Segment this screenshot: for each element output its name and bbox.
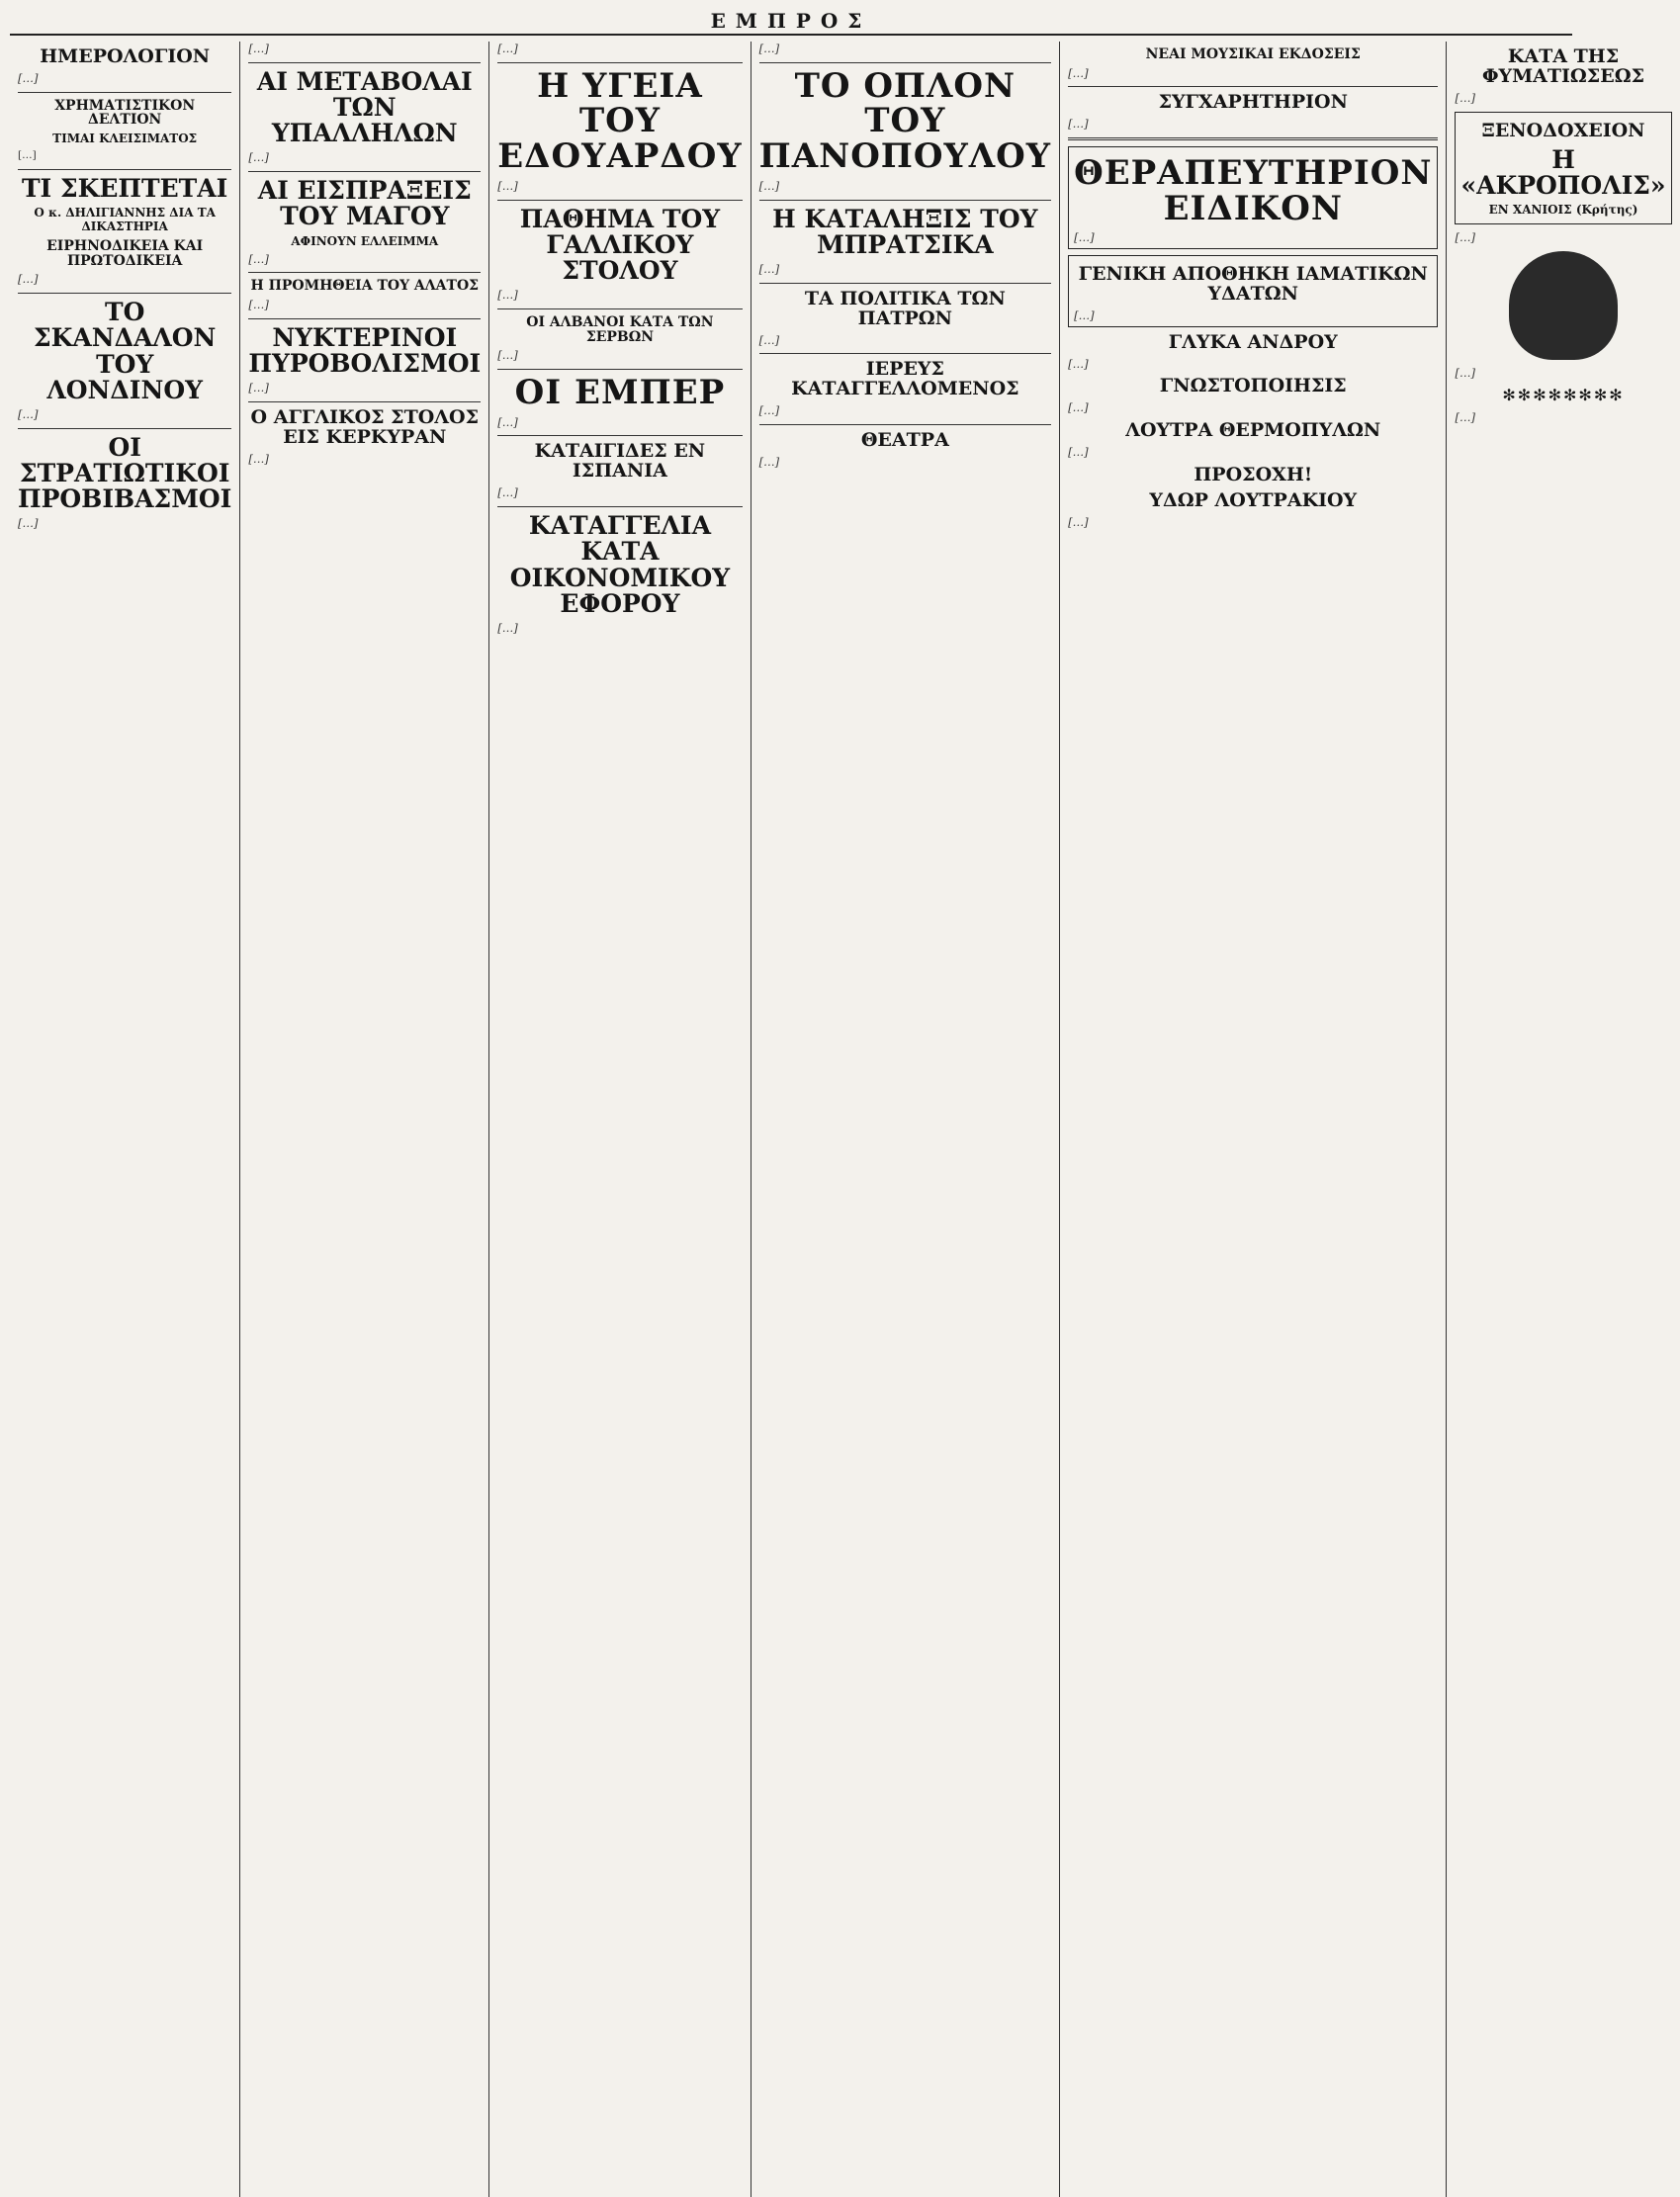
headline: ΓΝΩΣΤΟΠΟΙΗΣΙΣ <box>1159 375 1347 397</box>
article-body: […] <box>497 485 518 500</box>
headline: ΓΛΥΚΑ ΑΝΔΡΟΥ <box>1168 330 1338 353</box>
subheadline: ΕΝ ΧΑΝΙΟΙΣ (Κρήτης) <box>1488 203 1638 218</box>
article-body: […] <box>497 621 518 636</box>
headline: ΓΕΝΙΚΗ ΑΠΟΘΗΚΗ ΙΑΜΑΤΙΚΩΝ ΥΔΑΤΩΝ <box>1078 263 1428 306</box>
price-table: […] <box>18 149 37 162</box>
article-body: […] <box>18 272 39 287</box>
article-body: […] <box>1068 117 1089 132</box>
article-body: […] <box>497 42 518 55</box>
headline: ΘΕΑΤΡΑ <box>860 428 949 451</box>
headline: Η ΠΡΟΜΗΘΕΙΑ ΤΟΥ ΑΛΑΤΟΣ <box>250 278 480 295</box>
article-body: […] <box>1455 365 1475 380</box>
article-body: […] <box>758 403 780 418</box>
article-body: […] <box>1068 514 1089 529</box>
headline: ΘΕΡΑΠΕΥΤΗΡΙΟΝ ΕΙΔΙΚΟΝ <box>1074 153 1433 228</box>
headline: ΞΕΝΟΔΟΧΕΙΟΝ <box>1481 119 1645 141</box>
headline: ΠΡΟΣΟΧΗ! <box>1194 463 1313 485</box>
article-body: […] <box>248 381 269 395</box>
headline: ΚΑΤΑΙΓΙΔΕΣ ΕΝ ΙΣΠΑΝΙΑ <box>534 440 706 483</box>
article-body: […] <box>758 42 780 55</box>
advertisement <box>1455 112 1671 224</box>
headline: ΚΑΤΑΓΓΕΛΙΑ ΚΑΤΑ ΟΙΚΟΝΟΜΙΚΟΥ ΕΦΟΡΟΥ <box>509 511 731 618</box>
headline: Ο ΑΓΓΛΙΚΟΣ ΣΤΟΛΟΣ ΕΙΣ ΚΕΡΚΥΡΑΝ <box>250 406 480 448</box>
column-2 <box>240 42 489 2197</box>
article-body: […] <box>1068 400 1089 415</box>
article-body: […] <box>758 262 780 276</box>
advertisement <box>1068 146 1438 249</box>
headline: Η ΥΓΕΙΑ ΤΟΥ ΕΔΟΥΑΡΔΟΥ <box>497 65 743 177</box>
masthead: ΕΜΠΡΟΣ <box>10 8 1572 36</box>
article-body: […] <box>758 178 780 193</box>
article-body: […] <box>18 516 39 531</box>
headline: ΕΙΡΗΝΟΔΙΚΕΙΑ ΚΑΙ ΠΡΩΤΟΔΙΚΕΙΑ <box>46 237 204 269</box>
article-body: […] <box>18 70 39 85</box>
column-3 <box>489 42 751 2197</box>
article-body: […] <box>248 42 269 55</box>
article-body: […] <box>497 178 518 193</box>
article-body: […] <box>248 150 269 165</box>
column-4 <box>752 42 1060 2197</box>
hotel-name: Η «ΑΚΡΟΠΟΛΙΣ» <box>1460 144 1666 200</box>
headline: ΤΟ ΟΠΛΟΝ ΤΟΥ ΠΑΝΟΠΟΥΛΟΥ <box>758 65 1052 177</box>
headline: ΤΙ ΣΚΕΠΤΕΤΑΙ <box>21 173 228 203</box>
headline: ΟΙ ΑΛΒΑΝΟΙ ΚΑΤΑ ΤΩΝ ΣΕΡΒΩΝ <box>526 313 714 345</box>
headline: ΑΙ ΜΕΤΑΒΟΛΑΙ ΤΩΝ ΥΠΑΛΛΗΛΩΝ <box>256 66 473 148</box>
article-body: […] <box>248 251 269 266</box>
headline: Η ΚΑΤΑΛΗΞΙΣ ΤΟΥ ΜΠΡΑΤΣΙΚΑ <box>772 204 1038 259</box>
columns <box>10 42 1666 2197</box>
portrait-illustration <box>1509 251 1618 360</box>
article-body: […] <box>758 454 780 469</box>
article-body: […] <box>18 407 39 422</box>
headline: ΣΥΓΧΑΡΗΤΗΡΙΟΝ <box>1158 91 1348 114</box>
article-body: […] <box>497 288 518 303</box>
headline: ΚΑΤΑ ΤΗΣ ΦΥΜΑΤΙΩΣΕΩΣ <box>1481 45 1645 87</box>
headline: ΧΡΗΜΑΤΙΣΤΙΚΟΝ ΔΕΛΤΙΟΝ <box>54 97 196 129</box>
article-body: […] <box>1068 445 1089 459</box>
ad-body: […] <box>1074 308 1095 323</box>
article-body: […] <box>1068 356 1089 371</box>
article-body: […] <box>1455 410 1475 425</box>
headline: ΑΙ ΕΙΣΠΡΑΞΕΙΣ ΤΟΥ ΜΑΓΟΥ <box>257 176 472 231</box>
headline: ΝΥΚΤΕΡΙΝΟΙ ΠΥΡΟΒΟΛΙΣΜΟΙ <box>248 322 482 379</box>
headline: ΟΙ ΣΤΡΑΤΙΩΤΙΚΟΙ ΠΡΟΒΙΒΑΣΜΟΙ <box>18 432 232 514</box>
headline: ΙΕΡΕΥΣ ΚΑΤΑΓΓΕΛΛΟΜΕΝΟΣ <box>791 358 1019 400</box>
subheadline: Ο κ. ΔΗΛΙΓΙΑΝΝΗΣ ΔΙΑ ΤΑ ΔΙΚΑΣΤΗΡΙΑ <box>34 205 216 233</box>
headline: ΗΜΕΡΟΛΟΓΙΟΝ <box>40 45 211 67</box>
article-body: […] <box>1455 230 1475 245</box>
column-1 <box>10 42 240 2197</box>
column-5 <box>1060 42 1447 2197</box>
headline: ΤΑ ΠΟΛΙΤΙΚΑ ΤΩΝ ΠΑΤΡΩΝ <box>804 287 1006 329</box>
ornament-divider: ✻✻✻✻✻✻✻✻ <box>1502 386 1625 405</box>
headline: ΥΔΩΡ ΛΟΥΤΡΑΚΙΟΥ <box>1149 488 1358 511</box>
article-body: […] <box>1068 65 1089 80</box>
subheadline: ΤΙΜΑΙ ΚΛΕΙΣΙΜΑΤΟΣ <box>52 132 198 146</box>
article-body: […] <box>758 332 780 347</box>
article-body: […] <box>248 451 269 466</box>
ad-body: […] <box>1074 230 1095 245</box>
headline: ΛΟΥΤΡΑ ΘΕΡΜΟΠΥΛΩΝ <box>1125 419 1381 442</box>
advertisement <box>1068 255 1438 327</box>
article-body: […] <box>497 414 518 429</box>
headline: ΠΑΘΗΜΑ ΤΟΥ ΓΑΛΛΙΚΟΥ ΣΤΟΛΟΥ <box>519 204 721 285</box>
headline: ΟΙ ΕΜΠΕΡ <box>514 373 726 413</box>
article-body: […] <box>248 298 269 312</box>
article-body: […] <box>1455 90 1475 105</box>
subheadline: ΑΦΙΝΟΥΝ ΕΛΛΕΙΜΜΑ <box>291 233 439 248</box>
headline: ΤΟ ΣΚΑΝΔΑΛΟΝ ΤΟΥ ΛΟΝΔΙΝΟΥ <box>33 298 217 404</box>
headline: ΝΕΑΙ ΜΟΥΣΙΚΑΙ ΕΚΔΟΣΕΙΣ <box>1145 46 1361 62</box>
column-6 <box>1447 42 1679 2197</box>
article-body: […] <box>497 348 518 363</box>
